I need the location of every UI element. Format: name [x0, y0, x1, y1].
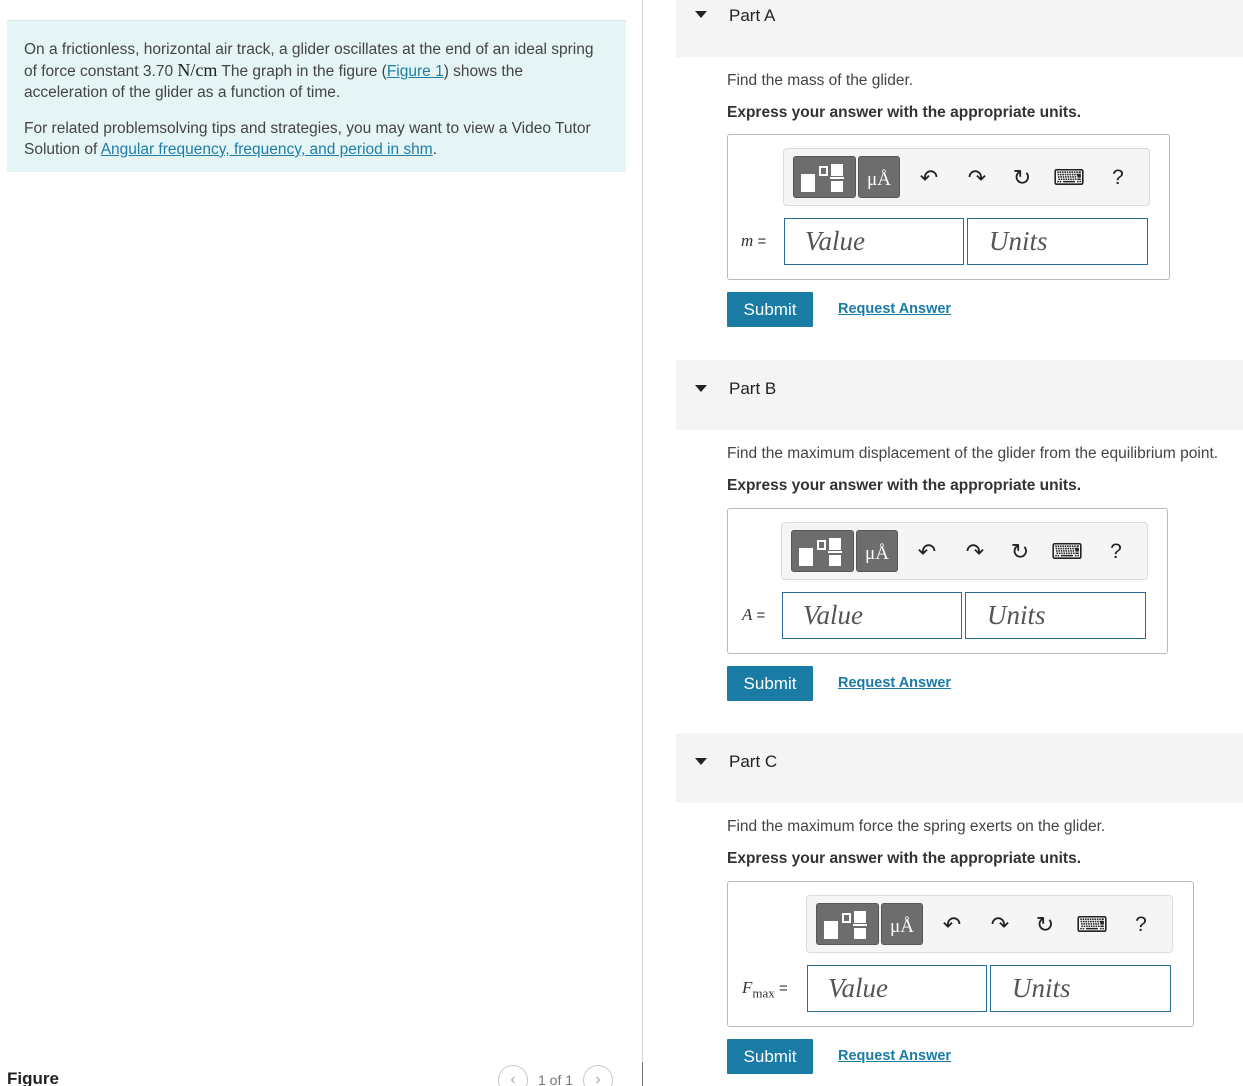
part-a-question: Find the mass of the glider. — [727, 72, 914, 89]
equals-sign: = — [774, 980, 788, 997]
undo-icon[interactable]: ↶ — [919, 165, 939, 190]
submit-button[interactable]: Submit — [727, 1039, 813, 1074]
keyboard-icon[interactable]: ⌨ — [1051, 539, 1083, 564]
caret-down-icon — [695, 385, 707, 392]
units-glyph: μÅ — [865, 542, 889, 564]
undo-icon[interactable]: ↶ — [917, 539, 937, 564]
part-a-header[interactable] — [676, 0, 1243, 57]
video-tutor-link[interactable]: Angular frequency, frequency, and period in shm — [100, 141, 433, 158]
part-a-answer-box — [727, 134, 1170, 280]
part-a-instruction: Express your answer with the appropriate units. — [727, 104, 1082, 121]
part-b-answer-box — [727, 508, 1168, 654]
answer-variable — [742, 605, 765, 625]
undo-icon[interactable]: ↶ — [942, 912, 962, 937]
part-c-instruction: Express your answer with the appropriate units. — [727, 850, 1082, 867]
figure-heading: Figure — [7, 1069, 59, 1086]
tutor-text: . — [432, 141, 438, 158]
answer-variable — [741, 231, 766, 251]
force-constant-units: N/cm — [177, 60, 218, 80]
caret-down-icon — [695, 11, 707, 18]
redo-icon[interactable]: ↷ — [965, 539, 985, 564]
units-glyph: μÅ — [890, 915, 914, 937]
variable-symbol: F — [742, 978, 753, 997]
reset-icon[interactable]: ↻ — [1035, 912, 1055, 937]
part-title: Part C — [729, 752, 778, 771]
reset-icon[interactable]: ↻ — [1010, 539, 1030, 564]
keyboard-icon[interactable]: ⌨ — [1076, 912, 1108, 937]
pane-divider — [642, 1062, 643, 1086]
caret-down-icon — [695, 758, 707, 765]
part-title: Part B — [729, 379, 777, 398]
submit-button[interactable]: Submit — [727, 666, 813, 701]
request-answer-link[interactable]: Request Answer — [838, 675, 952, 691]
figure-link[interactable]: Figure 1 — [386, 63, 444, 80]
problem-text: The graph in the figure ( — [217, 63, 387, 80]
equals-sign: = — [752, 607, 766, 624]
help-icon[interactable]: ? — [1112, 166, 1124, 189]
tutor-note — [24, 118, 610, 160]
part-title: Part A — [729, 6, 776, 25]
chevron-left-icon[interactable]: ‹ — [498, 1065, 528, 1086]
templates-icon[interactable] — [793, 156, 856, 198]
part-b-instruction: Express your answer with the appropriate units. — [727, 477, 1082, 494]
problem-text: ) shows the acceleration of the glider as a function of time. — [24, 63, 523, 101]
units-input[interactable]: Units — [990, 965, 1171, 1012]
submit-button[interactable]: Submit — [727, 292, 813, 327]
math-toolbar — [783, 148, 1150, 206]
variable-symbol: m — [741, 231, 754, 250]
part-b-question: Find the maximum displacement of the glider from the equilibrium point. — [727, 445, 1219, 462]
value-input[interactable]: Value — [782, 592, 962, 639]
math-toolbar — [781, 522, 1148, 580]
keyboard-icon[interactable]: ⌨ — [1053, 165, 1085, 190]
help-icon[interactable]: ? — [1110, 540, 1122, 563]
answer-variable — [742, 978, 788, 1001]
request-answer-link[interactable]: Request Answer — [838, 1048, 952, 1064]
part-c-question: Find the maximum force the spring exerts on the glider. — [727, 818, 1106, 835]
tutor-text: For related problemsolving tips and strategies, you may want to view a Video Tutor Solution of — [24, 120, 591, 158]
reset-icon[interactable]: ↻ — [1012, 165, 1032, 190]
value-input[interactable]: Value — [784, 218, 964, 265]
units-button[interactable] — [858, 156, 900, 198]
help-icon[interactable]: ? — [1135, 913, 1147, 936]
redo-icon[interactable]: ↷ — [967, 165, 987, 190]
math-toolbar — [806, 895, 1173, 953]
figure-pager — [498, 1070, 613, 1086]
problem-text: On a frictionless, horizontal air track, a glider oscillates at the end of an ideal spring of force constant 3.70 — [24, 41, 594, 80]
variable-symbol: A — [742, 605, 753, 624]
problem-intro — [7, 20, 626, 172]
units-button[interactable] — [856, 530, 898, 572]
variable-subscript: max — [752, 985, 775, 1001]
templates-icon[interactable] — [816, 903, 879, 945]
templates-icon[interactable] — [791, 530, 854, 572]
pager-count: 1 of 1 — [538, 1072, 574, 1086]
part-c-header[interactable] — [676, 733, 1243, 803]
units-input[interactable]: Units — [967, 218, 1148, 265]
units-input[interactable]: Units — [965, 592, 1146, 639]
units-glyph: μÅ — [867, 168, 891, 190]
equals-sign: = — [753, 233, 767, 250]
problem-statement — [24, 39, 610, 103]
value-input[interactable]: Value — [807, 965, 987, 1012]
units-button[interactable] — [881, 903, 923, 945]
chevron-right-icon[interactable]: › — [583, 1065, 613, 1086]
part-b-header[interactable] — [676, 360, 1243, 430]
request-answer-link[interactable]: Request Answer — [838, 301, 952, 317]
redo-icon[interactable]: ↷ — [990, 912, 1010, 937]
part-c-answer-box — [727, 881, 1194, 1027]
